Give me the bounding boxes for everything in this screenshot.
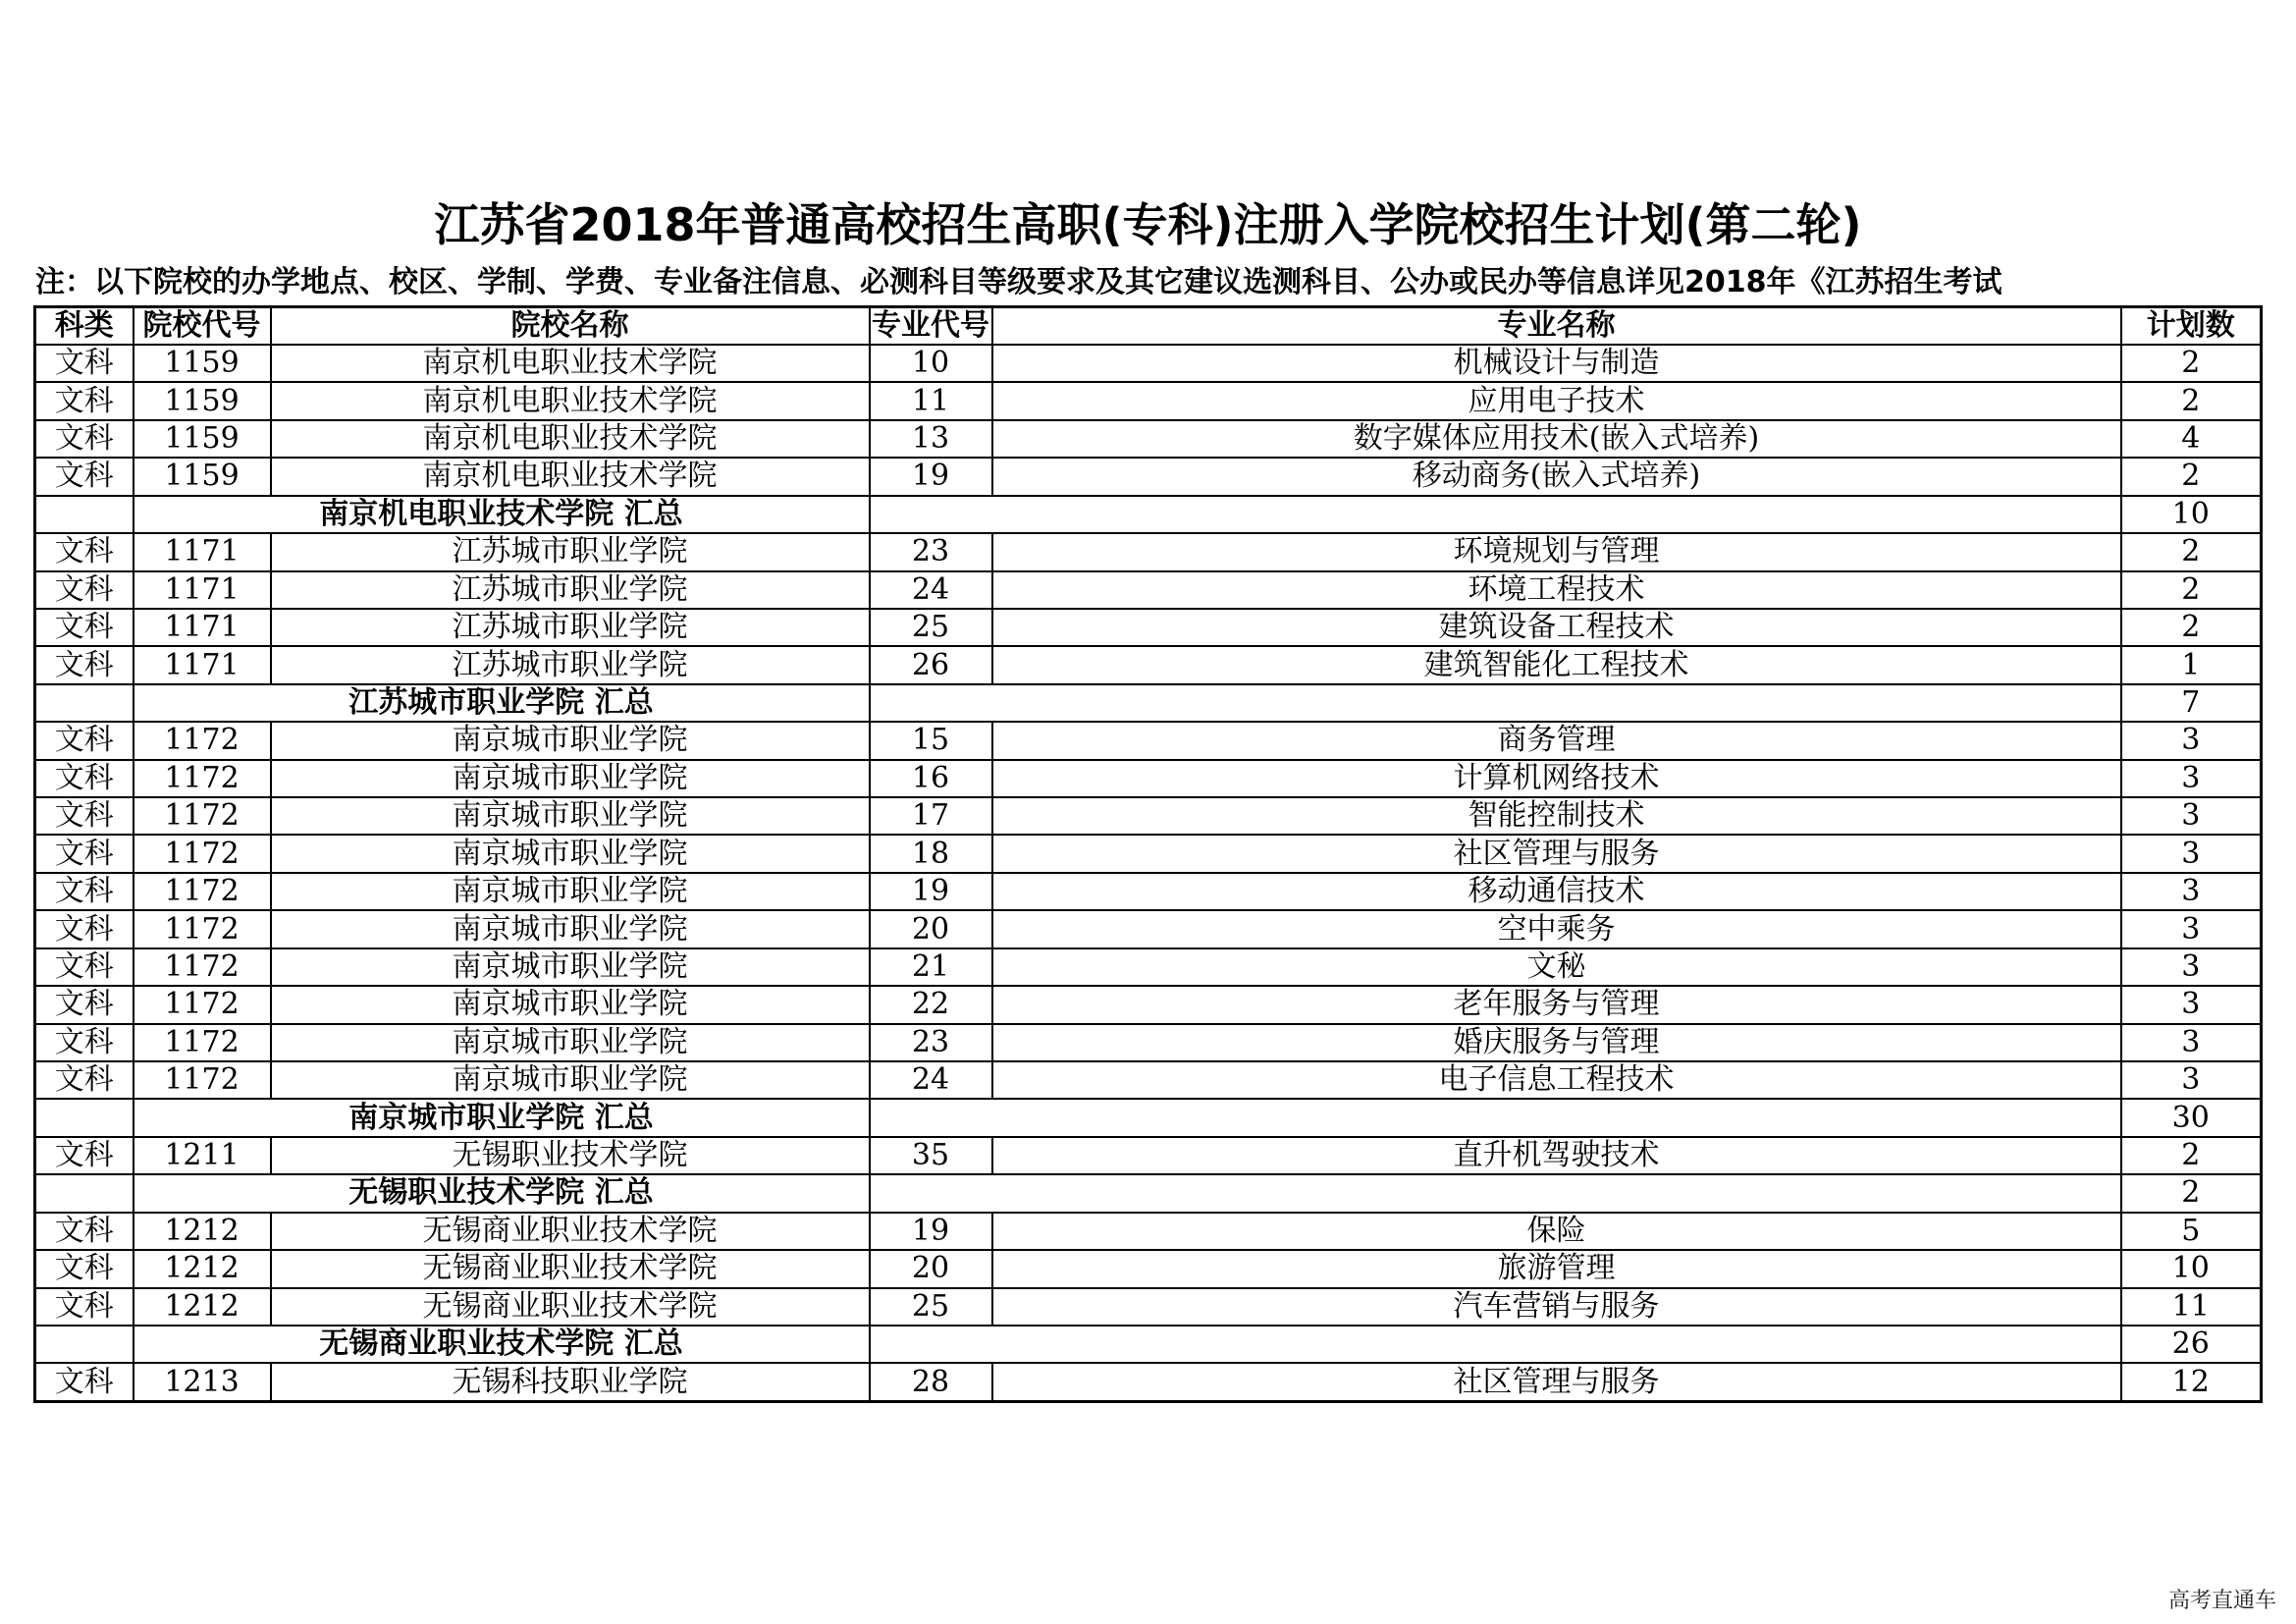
major-code-cell: 13 — [870, 420, 992, 458]
major-code-cell: 20 — [870, 910, 992, 947]
major-name-cell: 文秘 — [992, 948, 2121, 986]
category-cell — [35, 1174, 133, 1212]
summary-total-cell: 10 — [2121, 496, 2262, 533]
plan-count-cell: 12 — [2121, 1363, 2262, 1401]
major-name-cell: 空中乘务 — [992, 910, 2121, 947]
major-code-cell: 18 — [870, 835, 992, 872]
summary-empty-cell — [870, 1099, 2121, 1136]
category-cell: 文科 — [35, 609, 133, 646]
summary-empty-cell — [870, 1326, 2121, 1363]
table-row — [35, 1213, 2262, 1250]
plan-count-cell: 2 — [2121, 382, 2262, 419]
summary-name-cell: 南京机电职业技术学院 汇总 — [133, 496, 870, 533]
plan-count-cell: 2 — [2121, 345, 2262, 382]
school-name-cell: 南京城市职业学院 — [271, 986, 870, 1023]
table-row — [35, 382, 2262, 419]
enrollment-plan-table — [33, 305, 2263, 1403]
major-code-cell: 24 — [870, 571, 992, 609]
watermark-text: 高考直通车 — [2167, 1589, 2276, 1613]
school-name-cell: 无锡商业职业技术学院 — [271, 1213, 870, 1250]
table-row — [35, 1288, 2262, 1326]
major-code-cell: 25 — [870, 609, 992, 646]
school-name-cell: 南京城市职业学院 — [271, 1024, 870, 1061]
table-row — [35, 1137, 2262, 1174]
school-name-cell: 南京城市职业学院 — [271, 873, 870, 910]
plan-count-cell: 3 — [2121, 1061, 2262, 1099]
category-cell: 文科 — [35, 797, 133, 835]
category-cell: 文科 — [35, 1137, 133, 1174]
table-row — [35, 1250, 2262, 1287]
major-code-cell: 28 — [870, 1363, 992, 1401]
school-name-cell: 南京机电职业技术学院 — [271, 345, 870, 382]
school-name-cell: 南京机电职业技术学院 — [271, 420, 870, 458]
table-row — [35, 797, 2262, 835]
school-code-cell: 1171 — [133, 609, 271, 646]
major-code-cell: 23 — [870, 1024, 992, 1061]
plan-count-cell: 3 — [2121, 722, 2262, 759]
plan-count-cell: 2 — [2121, 571, 2262, 609]
table-row — [35, 420, 2262, 458]
header-plan-count: 计划数 — [2121, 307, 2262, 346]
major-name-cell: 保险 — [992, 1213, 2121, 1250]
category-cell: 文科 — [35, 458, 133, 495]
summary-row — [35, 496, 2262, 533]
category-cell: 文科 — [35, 873, 133, 910]
school-code-cell: 1172 — [133, 873, 271, 910]
plan-count-cell: 3 — [2121, 910, 2262, 947]
school-name-cell: 江苏城市职业学院 — [271, 533, 870, 570]
major-code-cell: 22 — [870, 986, 992, 1023]
plan-count-cell: 3 — [2121, 835, 2262, 872]
major-name-cell: 建筑设备工程技术 — [992, 609, 2121, 646]
school-code-cell: 1172 — [133, 948, 271, 986]
plan-count-cell: 2 — [2121, 1137, 2262, 1174]
school-name-cell: 南京城市职业学院 — [271, 722, 870, 759]
summary-name-cell: 无锡商业职业技术学院 汇总 — [133, 1326, 870, 1363]
table-body — [35, 345, 2262, 1402]
major-code-cell: 25 — [870, 1288, 992, 1326]
major-code-cell: 35 — [870, 1137, 992, 1174]
category-cell: 文科 — [35, 533, 133, 570]
table-row — [35, 986, 2262, 1023]
school-code-cell: 1171 — [133, 571, 271, 609]
table-header-row — [35, 307, 2262, 346]
school-name-cell: 南京机电职业技术学院 — [271, 458, 870, 495]
category-cell: 文科 — [35, 1061, 133, 1099]
summary-row — [35, 684, 2262, 722]
summary-name-cell: 南京城市职业学院 汇总 — [133, 1099, 870, 1136]
summary-empty-cell — [870, 1174, 2121, 1212]
category-cell — [35, 496, 133, 533]
major-name-cell: 社区管理与服务 — [992, 1363, 2121, 1401]
major-code-cell: 17 — [870, 797, 992, 835]
table-row — [35, 646, 2262, 683]
school-name-cell: 无锡科技职业学院 — [271, 1363, 870, 1401]
school-code-cell: 1159 — [133, 420, 271, 458]
plan-count-cell: 3 — [2121, 760, 2262, 797]
school-name-cell: 南京城市职业学院 — [271, 760, 870, 797]
category-cell — [35, 684, 133, 722]
major-name-cell: 应用电子技术 — [992, 382, 2121, 419]
major-name-cell: 直升机驾驶技术 — [992, 1137, 2121, 1174]
major-name-cell: 智能控制技术 — [992, 797, 2121, 835]
school-code-cell: 1172 — [133, 1024, 271, 1061]
school-code-cell: 1159 — [133, 382, 271, 419]
major-code-cell: 26 — [870, 646, 992, 683]
major-name-cell: 环境规划与管理 — [992, 533, 2121, 570]
plan-count-cell: 2 — [2121, 609, 2262, 646]
major-name-cell: 汽车营销与服务 — [992, 1288, 2121, 1326]
table-row — [35, 571, 2262, 609]
plan-count-cell: 1 — [2121, 646, 2262, 683]
plan-count-cell: 2 — [2121, 458, 2262, 495]
school-name-cell: 江苏城市职业学院 — [271, 571, 870, 609]
major-name-cell: 电子信息工程技术 — [992, 1061, 2121, 1099]
summary-total-cell: 2 — [2121, 1174, 2262, 1212]
category-cell: 文科 — [35, 910, 133, 947]
school-code-cell: 1172 — [133, 722, 271, 759]
category-cell: 文科 — [35, 1250, 133, 1287]
plan-count-cell: 3 — [2121, 986, 2262, 1023]
table-row — [35, 1061, 2262, 1099]
school-code-cell: 1172 — [133, 760, 271, 797]
summary-empty-cell — [870, 684, 2121, 722]
table-row — [35, 722, 2262, 759]
header-major-code: 专业代号 — [870, 307, 992, 346]
school-name-cell: 南京城市职业学院 — [271, 835, 870, 872]
school-code-cell: 1212 — [133, 1250, 271, 1287]
major-name-cell: 旅游管理 — [992, 1250, 2121, 1287]
category-cell: 文科 — [35, 571, 133, 609]
table-row — [35, 1024, 2262, 1061]
category-cell: 文科 — [35, 1213, 133, 1250]
category-cell: 文科 — [35, 345, 133, 382]
school-code-cell: 1172 — [133, 1061, 271, 1099]
major-code-cell: 24 — [870, 1061, 992, 1099]
header-category: 科类 — [35, 307, 133, 346]
summary-name-cell: 江苏城市职业学院 汇总 — [133, 684, 870, 722]
plan-count-cell: 3 — [2121, 873, 2262, 910]
major-code-cell: 16 — [870, 760, 992, 797]
category-cell: 文科 — [35, 1363, 133, 1401]
school-code-cell: 1171 — [133, 646, 271, 683]
category-cell: 文科 — [35, 986, 133, 1023]
category-cell: 文科 — [35, 646, 133, 683]
school-code-cell: 1172 — [133, 797, 271, 835]
page-title: 江苏省2018年普通高校招生高职(专科)注册入学院校招生计划(第二轮) — [434, 198, 1862, 251]
major-code-cell: 19 — [870, 458, 992, 495]
category-cell: 文科 — [35, 1024, 133, 1061]
summary-row — [35, 1326, 2262, 1363]
category-cell — [35, 1099, 133, 1136]
category-cell — [35, 1326, 133, 1363]
school-name-cell: 无锡职业技术学院 — [271, 1137, 870, 1174]
major-code-cell: 15 — [870, 722, 992, 759]
school-name-cell: 无锡商业职业技术学院 — [271, 1288, 870, 1326]
plan-count-cell: 3 — [2121, 1024, 2262, 1061]
major-name-cell: 计算机网络技术 — [992, 760, 2121, 797]
table-row — [35, 609, 2262, 646]
summary-total-cell: 7 — [2121, 684, 2262, 722]
school-code-cell: 1211 — [133, 1137, 271, 1174]
summary-total-cell: 30 — [2121, 1099, 2262, 1136]
school-code-cell: 1171 — [133, 533, 271, 570]
table-row — [35, 1363, 2262, 1401]
plan-count-cell: 3 — [2121, 948, 2262, 986]
category-cell: 文科 — [35, 382, 133, 419]
school-code-cell: 1172 — [133, 835, 271, 872]
category-cell: 文科 — [35, 420, 133, 458]
major-name-cell: 移动商务(嵌入式培养) — [992, 458, 2121, 495]
school-code-cell: 1172 — [133, 986, 271, 1023]
school-name-cell: 江苏城市职业学院 — [271, 609, 870, 646]
school-name-cell: 南京城市职业学院 — [271, 797, 870, 835]
major-name-cell: 机械设计与制造 — [992, 345, 2121, 382]
plan-count-cell: 3 — [2121, 797, 2262, 835]
major-code-cell: 11 — [870, 382, 992, 419]
school-code-cell: 1172 — [133, 910, 271, 947]
table-row — [35, 910, 2262, 947]
table-row — [35, 345, 2262, 382]
summary-row — [35, 1174, 2262, 1212]
major-name-cell: 商务管理 — [992, 722, 2121, 759]
major-name-cell: 老年服务与管理 — [992, 986, 2121, 1023]
major-name-cell: 环境工程技术 — [992, 571, 2121, 609]
table-row — [35, 948, 2262, 986]
school-code-cell: 1212 — [133, 1213, 271, 1250]
header-major-name: 专业名称 — [992, 307, 2121, 346]
table-row — [35, 533, 2262, 570]
major-name-cell: 移动通信技术 — [992, 873, 2121, 910]
major-code-cell: 19 — [870, 873, 992, 910]
header-school-code: 院校代号 — [133, 307, 271, 346]
summary-row — [35, 1099, 2262, 1136]
header-school-name: 院校名称 — [271, 307, 870, 346]
summary-total-cell: 26 — [2121, 1326, 2262, 1363]
school-code-cell: 1213 — [133, 1363, 271, 1401]
category-cell: 文科 — [35, 835, 133, 872]
school-name-cell: 南京城市职业学院 — [271, 948, 870, 986]
plan-count-cell: 2 — [2121, 533, 2262, 570]
category-cell: 文科 — [35, 948, 133, 986]
plan-count-cell: 4 — [2121, 420, 2262, 458]
major-code-cell: 23 — [870, 533, 992, 570]
table-row — [35, 873, 2262, 910]
category-cell: 文科 — [35, 760, 133, 797]
note-text: 注：以下院校的办学地点、校区、学制、学费、专业备注信息、必测科目等级要求及其它建议选测科目、公办或民办等信息详见2018年《江苏招生考试 — [35, 265, 2002, 299]
school-name-cell: 南京城市职业学院 — [271, 1061, 870, 1099]
plan-count-cell: 11 — [2121, 1288, 2262, 1326]
table-row — [35, 835, 2262, 872]
plan-count-cell: 10 — [2121, 1250, 2262, 1287]
summary-name-cell: 无锡职业技术学院 汇总 — [133, 1174, 870, 1212]
major-code-cell: 20 — [870, 1250, 992, 1287]
school-code-cell: 1159 — [133, 345, 271, 382]
school-name-cell: 南京城市职业学院 — [271, 910, 870, 947]
major-name-cell: 数字媒体应用技术(嵌入式培养) — [992, 420, 2121, 458]
major-code-cell: 21 — [870, 948, 992, 986]
major-name-cell: 社区管理与服务 — [992, 835, 2121, 872]
school-name-cell: 无锡商业职业技术学院 — [271, 1250, 870, 1287]
major-name-cell: 婚庆服务与管理 — [992, 1024, 2121, 1061]
school-name-cell: 南京机电职业技术学院 — [271, 382, 870, 419]
category-cell: 文科 — [35, 1288, 133, 1326]
school-code-cell: 1159 — [133, 458, 271, 495]
major-code-cell: 10 — [870, 345, 992, 382]
major-code-cell: 19 — [870, 1213, 992, 1250]
plan-count-cell: 5 — [2121, 1213, 2262, 1250]
school-code-cell: 1212 — [133, 1288, 271, 1326]
table-row — [35, 760, 2262, 797]
major-name-cell: 建筑智能化工程技术 — [992, 646, 2121, 683]
table-row — [35, 458, 2262, 495]
school-name-cell: 江苏城市职业学院 — [271, 646, 870, 683]
category-cell: 文科 — [35, 722, 133, 759]
summary-empty-cell — [870, 496, 2121, 533]
